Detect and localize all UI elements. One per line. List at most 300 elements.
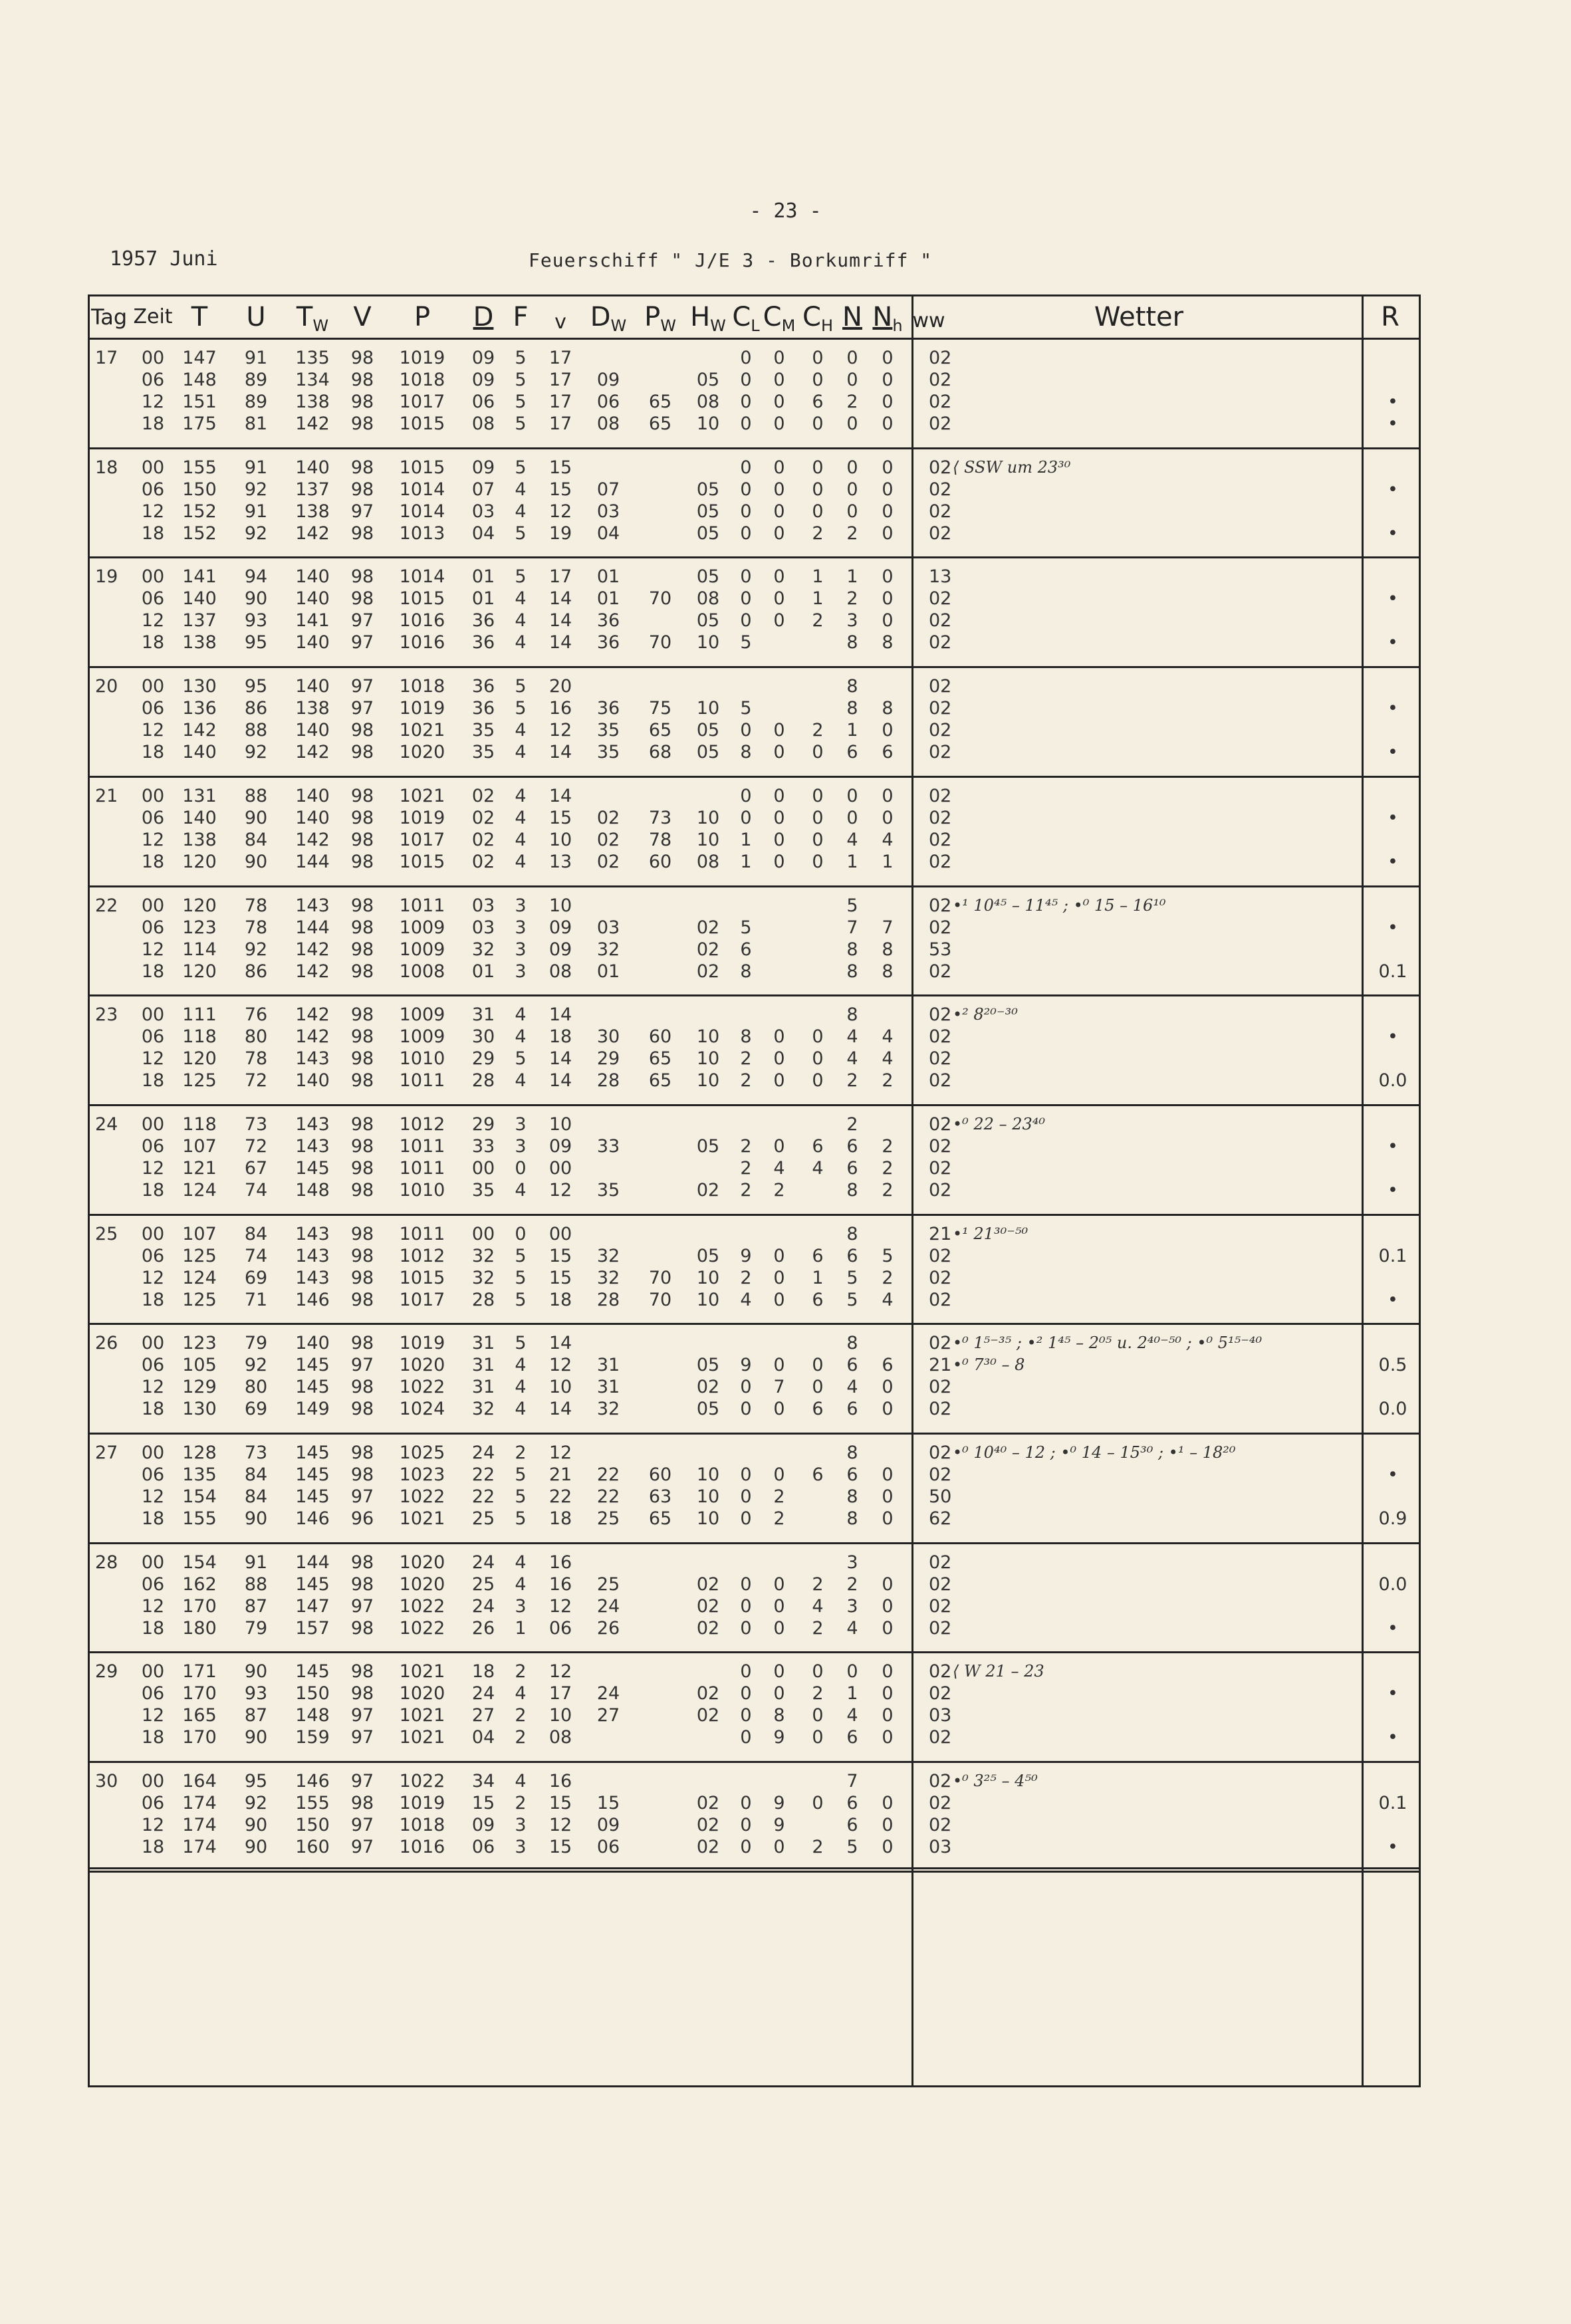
cell-r: • [1388, 1289, 1398, 1310]
cell-r: • [1388, 1179, 1398, 1201]
cell-ww: 53 [929, 939, 952, 960]
cell-dw: 04 [596, 523, 620, 544]
cell-f: 5 [515, 1486, 527, 1507]
cell-z: 00 [141, 1223, 165, 1244]
cell-d: 32 [471, 939, 495, 960]
header-station: Feuerschiff " J/E 3 - Borkumriff " [529, 249, 933, 271]
cell-f: 5 [515, 1464, 527, 1485]
cell-hw: 02 [696, 1837, 720, 1858]
cell-t: 138 [182, 829, 217, 850]
cell-n: 8 [846, 961, 858, 982]
cell-cl: 2 [740, 1070, 752, 1092]
cell-dw: 01 [596, 566, 620, 588]
cell-u: 90 [244, 588, 268, 610]
cell-d: 03 [471, 895, 495, 916]
cell-d: 32 [471, 1245, 495, 1266]
cell-z: 18 [141, 851, 165, 872]
day-divider [90, 1651, 1419, 1653]
cell-u: 69 [244, 1267, 268, 1288]
cell-ch: 0 [812, 807, 824, 828]
cell-v: 98 [350, 1179, 374, 1201]
cell-pw: 70 [648, 1267, 672, 1288]
cell-t: 120 [182, 851, 217, 872]
day-number: 19 [95, 566, 118, 588]
cell-v: 97 [350, 1705, 374, 1726]
cell-hw: 05 [696, 1135, 720, 1157]
cell-z: 06 [141, 1135, 165, 1157]
cell-r: • [1388, 742, 1398, 763]
cell-v: 10 [548, 829, 572, 850]
cell-v: 17 [548, 1683, 572, 1704]
cell-nh: 4 [882, 1289, 894, 1310]
cell-u: 91 [244, 348, 268, 368]
cell-v: 98 [350, 785, 374, 806]
cell-ch: 1 [812, 588, 824, 610]
cell-t: 148 [182, 370, 217, 390]
cell-nh: 0 [882, 413, 894, 434]
col-v: V [353, 302, 372, 332]
cell-f: 4 [515, 1552, 527, 1573]
cell-dw: 31 [596, 1355, 620, 1376]
cell-tw: 142 [295, 1026, 330, 1048]
cell-p: 1015 [399, 457, 445, 478]
cell-ww: 02 [929, 1048, 952, 1070]
cell-v: 98 [350, 851, 374, 872]
weather-note: •⁰ 22 – 23⁴⁰ [953, 1114, 1045, 1133]
cell-hw: 05 [696, 1245, 720, 1266]
cell-ch: 2 [812, 720, 824, 741]
cell-v: 12 [548, 1355, 572, 1376]
cell-z: 00 [141, 1443, 165, 1463]
cell-nh: 2 [882, 1179, 894, 1201]
cell-d: 04 [471, 523, 495, 544]
cell-ch: 2 [812, 1837, 824, 1858]
cell-v: 13 [548, 851, 572, 872]
cell-f: 2 [515, 1661, 527, 1683]
cell-t: 131 [182, 785, 217, 806]
cell-r: • [1388, 1135, 1398, 1157]
cell-v: 97 [350, 1727, 374, 1748]
cell-f: 4 [515, 501, 527, 522]
table-row [90, 501, 1419, 523]
col-cm-main: C [763, 302, 782, 332]
cell-dw: 25 [596, 1573, 620, 1595]
cell-v: 98 [350, 1026, 374, 1048]
cell-d: 32 [471, 1267, 495, 1288]
cell-tw: 140 [295, 1070, 330, 1092]
cell-d: 09 [471, 457, 495, 478]
cell-v: 15 [548, 1267, 572, 1288]
cell-cm: 0 [773, 851, 785, 872]
cell-p: 1011 [399, 1223, 445, 1244]
cell-u: 76 [244, 1004, 268, 1026]
table-row [90, 1267, 1419, 1289]
col-hw-main: H [690, 302, 711, 332]
day-divider [90, 447, 1419, 449]
cell-r: • [1388, 523, 1398, 544]
day-divider [90, 1323, 1419, 1325]
day-divider [90, 1214, 1419, 1216]
cell-v: 97 [350, 1595, 374, 1617]
cell-cm: 0 [773, 523, 785, 544]
cell-hw: 05 [696, 501, 720, 522]
cell-cm: 0 [773, 1135, 785, 1157]
cell-d: 25 [471, 1573, 495, 1595]
cell-u: 78 [244, 917, 268, 938]
cell-u: 81 [244, 413, 268, 434]
cell-f: 5 [515, 1289, 527, 1310]
cell-f: 4 [515, 1771, 527, 1792]
cell-p: 1011 [399, 1070, 445, 1092]
cell-z: 12 [141, 1486, 165, 1507]
table-row [90, 1376, 1419, 1398]
cell-dw: 36 [596, 698, 620, 719]
cell-v: 98 [350, 1552, 374, 1573]
cell-tw: 157 [295, 1617, 330, 1639]
cell-d: 09 [471, 348, 495, 368]
cell-d: 29 [471, 1113, 495, 1135]
cell-t: 155 [182, 1508, 217, 1529]
cell-cm: 0 [773, 479, 785, 500]
cell-pw: 70 [648, 632, 672, 653]
cell-z: 06 [141, 1355, 165, 1376]
cell-nh: 0 [882, 1815, 894, 1836]
cell-nh: 4 [882, 1048, 894, 1070]
cell-ww: 21 [929, 1355, 952, 1376]
day-number: 25 [95, 1223, 118, 1244]
day-divider [90, 885, 1419, 887]
cell-hw: 10 [696, 1508, 720, 1529]
cell-cm: 0 [773, 1661, 785, 1683]
cell-hw: 10 [696, 1267, 720, 1288]
cell-v: 97 [350, 501, 374, 522]
cell-cl: 0 [740, 370, 752, 390]
cell-p: 1015 [399, 1267, 445, 1288]
cell-dw: 29 [596, 1048, 620, 1070]
cell-r: • [1388, 392, 1398, 412]
col-f: F [513, 302, 529, 332]
cell-pw: 60 [648, 851, 672, 872]
cell-nh: 5 [882, 1245, 894, 1266]
cell-hw: 10 [696, 698, 720, 719]
cell-d: 28 [471, 1289, 495, 1310]
cell-n: 6 [846, 1157, 858, 1179]
cell-n: 5 [846, 1837, 858, 1858]
cell-n: 4 [846, 1048, 858, 1070]
cell-u: 90 [244, 1837, 268, 1858]
cell-n: 3 [846, 1595, 858, 1617]
cell-t: 155 [182, 457, 217, 478]
cell-f: 5 [515, 392, 527, 412]
cell-z: 06 [141, 1245, 165, 1266]
cell-d: 35 [471, 720, 495, 741]
cell-t: 154 [182, 1486, 217, 1507]
cell-ww: 02 [929, 1573, 952, 1595]
cell-t: 125 [182, 1245, 217, 1266]
day-divider [90, 1542, 1419, 1544]
cell-z: 00 [141, 566, 165, 588]
cell-ww: 02 [929, 742, 952, 763]
cell-d: 27 [471, 1705, 495, 1726]
cell-v: 17 [548, 566, 572, 588]
cell-hw: 10 [696, 807, 720, 828]
table-row [90, 939, 1419, 961]
col-dw-main: D [590, 302, 611, 332]
cell-f: 3 [515, 1837, 527, 1858]
cell-tw: 142 [295, 523, 330, 544]
cell-ww: 02 [929, 698, 952, 719]
cell-tw: 140 [295, 457, 330, 478]
cell-cm: 0 [773, 1070, 785, 1092]
cell-cl: 5 [740, 917, 752, 938]
cell-n: 3 [846, 1552, 858, 1573]
cell-p: 1017 [399, 1289, 445, 1310]
cell-v: 97 [350, 1837, 374, 1858]
table-row [90, 895, 1419, 917]
cell-n: 6 [846, 1135, 858, 1157]
cell-cl: 0 [740, 610, 752, 632]
cell-p: 1020 [399, 1552, 445, 1573]
cell-u: 91 [244, 501, 268, 522]
cell-v: 98 [350, 1289, 374, 1310]
table-row [90, 917, 1419, 939]
cell-hw: 02 [696, 1179, 720, 1201]
cell-d: 36 [471, 632, 495, 653]
cell-z: 12 [141, 1157, 165, 1179]
page-number: - 23 - [749, 199, 822, 223]
cell-v: 98 [350, 917, 374, 938]
table-row [90, 1157, 1419, 1179]
cell-u: 72 [244, 1135, 268, 1157]
cell-cl: 0 [740, 1508, 752, 1529]
cell-v: 16 [548, 1552, 572, 1573]
weather-note: •⁰ 1⁵⁻³⁵ ; •² 1⁴⁵ – 2⁰⁵ u. 2⁴⁰⁻⁵⁰ ; •⁰ 5¹⁵⁻⁴⁰ [953, 1334, 1263, 1353]
day-block [90, 447, 1419, 555]
cell-d: 02 [471, 807, 495, 828]
cell-tw: 145 [295, 1157, 330, 1179]
day-divider [90, 994, 1419, 996]
cell-v: 97 [350, 610, 374, 632]
cell-z: 00 [141, 457, 165, 478]
cell-dw: 36 [596, 610, 620, 632]
cell-u: 91 [244, 457, 268, 478]
cell-f: 5 [515, 1267, 527, 1288]
cell-p: 1009 [399, 1004, 445, 1026]
cell-pw: 75 [648, 698, 672, 719]
cell-v: 09 [548, 939, 572, 960]
cell-cl: 0 [740, 1399, 752, 1420]
cell-ww: 02 [929, 501, 952, 522]
cell-p: 1015 [399, 588, 445, 610]
cell-u: 90 [244, 1815, 268, 1836]
cell-f: 2 [515, 1793, 527, 1814]
cell-dw: 32 [596, 1399, 620, 1420]
cell-p: 1016 [399, 632, 445, 653]
cell-hw: 02 [696, 1683, 720, 1704]
cell-t: 120 [182, 961, 217, 982]
cell-d: 00 [471, 1157, 495, 1179]
cell-ww: 02 [929, 479, 952, 500]
table-row [90, 1683, 1419, 1704]
cell-tw: 140 [295, 566, 330, 588]
cell-n: 8 [846, 1333, 858, 1354]
cell-ww: 21 [929, 1223, 952, 1244]
cell-p: 1018 [399, 1815, 445, 1836]
table-row [90, 675, 1419, 697]
cell-tw: 143 [295, 895, 330, 916]
cell-d: 02 [471, 785, 495, 806]
cell-nh: 8 [882, 698, 894, 719]
cell-z: 00 [141, 1333, 165, 1354]
cell-p: 1012 [399, 1245, 445, 1266]
cell-f: 5 [515, 676, 527, 697]
cell-p: 1009 [399, 917, 445, 938]
cell-ww: 02 [929, 720, 952, 741]
day-divider [90, 556, 1419, 558]
cell-tw: 140 [295, 807, 330, 828]
cell-d: 36 [471, 698, 495, 719]
cell-v: 98 [350, 413, 374, 434]
cell-f: 5 [515, 1245, 527, 1266]
cell-n: 8 [846, 632, 858, 653]
cell-f: 4 [515, 829, 527, 850]
cell-v: 16 [548, 1573, 572, 1595]
cell-d: 01 [471, 588, 495, 610]
cell-cl: 0 [740, 501, 752, 522]
cell-pw: 65 [648, 413, 672, 434]
cell-t: 120 [182, 895, 217, 916]
cell-cl: 0 [740, 1815, 752, 1836]
day-number: 22 [95, 895, 118, 916]
cell-cl: 0 [740, 1617, 752, 1639]
cell-nh: 0 [882, 1377, 894, 1398]
cell-d: 02 [471, 829, 495, 850]
cell-ch: 0 [812, 1070, 824, 1092]
cell-ch: 0 [812, 742, 824, 763]
cell-u: 78 [244, 895, 268, 916]
cell-t: 123 [182, 1333, 217, 1354]
col-ch [802, 296, 833, 338]
cell-f: 4 [515, 720, 527, 741]
cell-ww: 02 [929, 1157, 952, 1179]
col-nh-sub: h [892, 316, 903, 335]
cell-z: 18 [141, 413, 165, 434]
cell-u: 67 [244, 1157, 268, 1179]
table-end-divider [90, 1871, 1419, 1873]
cell-p: 1014 [399, 501, 445, 522]
cell-nh: 0 [882, 1661, 894, 1683]
cell-r: • [1388, 1617, 1398, 1639]
cell-v: 97 [350, 1486, 374, 1507]
cell-tw: 135 [295, 348, 330, 368]
cell-z: 12 [141, 610, 165, 632]
cell-z: 06 [141, 479, 165, 500]
cell-cl: 4 [740, 1289, 752, 1310]
cell-ch: 0 [812, 479, 824, 500]
cell-p: 1022 [399, 1771, 445, 1792]
cell-pw: 65 [648, 1508, 672, 1529]
day-block [90, 666, 1419, 774]
cell-ch: 0 [812, 1355, 824, 1376]
cell-f: 3 [515, 917, 527, 938]
cell-r: 0.1 [1378, 1245, 1407, 1266]
cell-z: 06 [141, 370, 165, 390]
day-block [90, 1433, 1419, 1540]
cell-ww: 02 [929, 1595, 952, 1617]
cell-tw: 141 [295, 610, 330, 632]
cell-nh: 8 [882, 632, 894, 653]
day-number: 21 [95, 785, 118, 806]
cell-cm: 2 [773, 1179, 785, 1201]
cell-dw: 08 [596, 413, 620, 434]
cell-v: 98 [350, 1399, 374, 1420]
cell-n: 4 [846, 1705, 858, 1726]
cell-ww: 02 [929, 1004, 952, 1026]
cell-u: 90 [244, 851, 268, 872]
cell-z: 18 [141, 1617, 165, 1639]
cell-nh: 6 [882, 1355, 894, 1376]
cell-r: • [1388, 413, 1398, 434]
cell-r: 0.0 [1378, 1070, 1407, 1092]
cell-tw: 145 [295, 1464, 330, 1485]
cell-v: 98 [350, 1157, 374, 1179]
cell-n: 0 [846, 413, 858, 434]
cell-v: 15 [548, 479, 572, 500]
cell-ww: 02 [929, 632, 952, 653]
day-divider [90, 1433, 1419, 1435]
cell-cl: 0 [740, 348, 752, 368]
table-row [90, 1661, 1419, 1683]
cell-v: 98 [350, 1070, 374, 1092]
day-divider [90, 1104, 1419, 1106]
col-tag: Tag [91, 304, 128, 330]
cell-tw: 145 [295, 1377, 330, 1398]
day-block [90, 885, 1419, 993]
day-block [90, 1761, 1419, 1869]
cell-v: 98 [350, 1617, 374, 1639]
cell-d: 03 [471, 917, 495, 938]
cell-cl: 0 [740, 720, 752, 741]
cell-ww: 02 [929, 1552, 952, 1573]
cell-d: 26 [471, 1617, 495, 1639]
cell-ww: 02 [929, 1179, 952, 1201]
cell-d: 07 [471, 479, 495, 500]
table-row [90, 1332, 1419, 1354]
cell-f: 4 [515, 785, 527, 806]
cell-ch: 2 [812, 1573, 824, 1595]
cell-tw: 140 [295, 720, 330, 741]
table-row [90, 1617, 1419, 1639]
cell-u: 92 [244, 939, 268, 960]
cell-u: 93 [244, 610, 268, 632]
cell-cl: 2 [740, 1179, 752, 1201]
cell-tw: 144 [295, 851, 330, 872]
cell-v: 19 [548, 523, 572, 544]
cell-d: 32 [471, 1399, 495, 1420]
cell-cm: 0 [773, 1245, 785, 1266]
table-row [90, 391, 1419, 413]
col-nh-main: N [872, 302, 893, 332]
cell-z: 12 [141, 1595, 165, 1617]
cell-v: 96 [350, 1508, 374, 1529]
cell-ww: 02 [929, 348, 952, 368]
col-hw [690, 296, 726, 338]
cell-z: 06 [141, 1026, 165, 1048]
cell-ww: 02 [929, 1135, 952, 1157]
cell-v: 14 [548, 785, 572, 806]
cell-nh: 4 [882, 1026, 894, 1048]
cell-z: 18 [141, 742, 165, 763]
